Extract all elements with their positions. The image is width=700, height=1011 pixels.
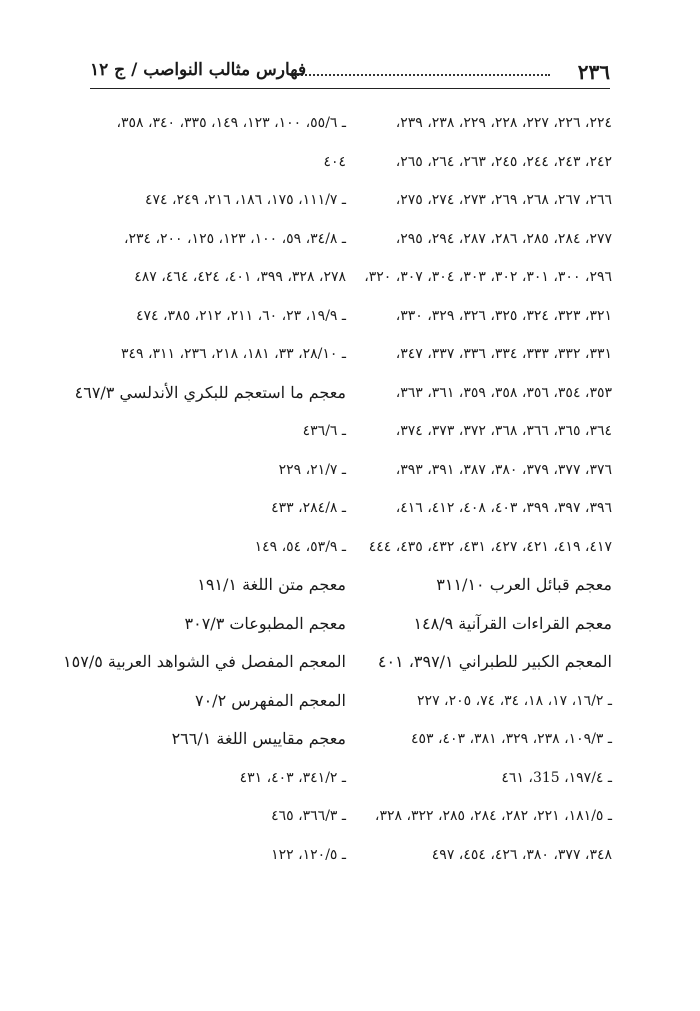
index-continuation-line: ـ ١١١/٧، ١٧٥، ١٨٦، ٢١٦، ٢٤٩، ٤٧٤ [144,192,346,208]
index-entry: المعجم الكبير للطبراني ٣٩٧/١، ٤٠١ [377,652,612,671]
index-entry: معجم ما استعجم للبكري الأندلسي ٤٦٧/٣ [74,382,346,402]
index-entry: المعجم المفصل في الشواهد العربية ١٥٧/٥ [63,652,346,671]
index-entry: معجم قبائل العرب ٣١١/١٠ [436,575,612,594]
index-continuation-line: ـ ١٢٠/٥، ١٢٢ [271,846,346,863]
index-continuation-line: ـ ١٨١/٥، ٢٢١، ٢٨٢، ٢٨٤، ٢٨٥، ٣٢٢، ٣٢٨، [374,808,612,824]
index-continuation-line: ـ ٥٥/٦، ١٠٠، ١٢٣، ١٤٩، ٣٣٥، ٣٤٠، ٣٥٨، [116,115,346,131]
index-continuation-line: ـ ١٠٩/٣، ٢٣٨، ٣٢٩، ٣٨١، ٤٠٣، ٤٥٣ [410,731,612,747]
index-continuation-line: ـ ٣٤/٨، ٥٩، ١٠٠، ١٢٣، ١٢٥، ٢٠٠، ٢٣٤، [123,230,346,247]
index-column-left [63,104,346,874]
running-title: فهارس مثالب النواصب / ج ١٢ [90,60,307,80]
index-continuation-line: ٢٧٧، ٢٨٤، ٢٨٥، ٢٨٦، ٢٨٧، ٢٩٤، ٢٩٥، [395,230,612,247]
index-continuation-line: ٣٢١، ٣٢٣، ٣٢٤، ٣٢٥، ٣٢٦، ٣٢٩، ٣٣٠، [395,307,612,324]
index-entry: معجم مقاييس اللغة ٢٦٦/١ [171,729,346,748]
index-entry: معجم المطبوعات ٣٠٧/٣ [184,613,346,633]
index-continuation-line: ـ ٢٨٤/٨، ٤٣٣ [271,500,346,516]
header-leader-dots [290,62,550,76]
index-continuation-line: ٢٩٦، ٣٠٠، ٣٠١، ٣٠٢، ٣٠٣، ٣٠٤، ٣٠٧، ٣٢٠، [364,269,612,285]
index-continuation-line: ـ ٤٣٦/٦ [302,423,346,439]
index-continuation-line: ـ ١٩٧/٤، 315، ٤٦١ [501,769,612,786]
index-continuation-line: ٤٠٤ [323,153,346,170]
index-continuation-line: ٢٤٢، ٢٤٣، ٢٤٤، ٢٤٥، ٢٦٣، ٢٦٤، ٢٦٥، [395,153,612,170]
index-continuation-line: ـ ٣٤١/٢، ٤٠٣، ٤٣١ [239,769,346,786]
index-continuation-line: ـ ٥٣/٩، ٥٤، ١٤٩ [254,538,346,555]
index-continuation-line: ٣٦٤، ٣٦٥، ٣٦٦، ٣٦٨، ٣٧٢، ٣٧٣، ٣٧٤، [395,423,612,439]
index-column-right [332,104,612,874]
index-continuation-line: ٢٧٨، ٣٢٨، ٣٩٩، ٤٠١، ٤٢٤، ٤٦٤، ٤٨٧ [134,269,346,285]
index-continuation-line: ـ ١٦/٢، ١٧، ١٨، ٣٤، ٧٤، ٢٠٥، ٢٢٧ [417,692,612,709]
index-entry: معجم متن اللغة ١٩١/١ [197,575,346,594]
index-continuation-line: ٢٦٦، ٢٦٧، ٢٦٨، ٢٦٩، ٢٧٣، ٢٧٤، ٢٧٥، [395,192,612,208]
page-number: ٢٣٦ [577,60,610,84]
index-continuation-line: ـ ٢١/٧، ٢٢٩ [278,461,346,478]
index-continuation-line: ٣٥٣، ٣٥٤، ٣٥٦، ٣٥٨، ٣٥٩، ٣٦١، ٣٦٣، [395,384,612,401]
index-continuation-line: ٣٩٦، ٣٩٧، ٣٩٩، ٤٠٣، ٤٠٨، ٤١٢، ٤١٦، [395,500,612,516]
index-continuation-line: ٤١٧، ٤١٩، ٤٢١، ٤٢٧، ٤٣١، ٤٣٢، ٤٣٥، ٤٤٤ [368,538,612,555]
index-continuation-line: ـ ٢٨/١٠، ٣٣، ١٨١، ٢١٨، ٢٣٦، ٣١١، ٣٤٩ [120,346,346,362]
index-continuation-line: ـ ١٩/٩، ٢٣، ٦٠، ٢١١، ٢١٢، ٣٨٥، ٤٧٤ [136,307,346,324]
index-entry: المعجم المفهرس ٧٠/٢ [194,690,346,710]
index-continuation-line: ـ ٣٦٦/٣، ٤٦٥ [271,808,346,824]
index-entry: معجم القراءات القرآنية ١٤٨/٩ [413,613,612,633]
index-continuation-line: ٣٧٦، ٣٧٧، ٣٧٩، ٣٨٠، ٣٨٧، ٣٩١، ٣٩٣، [395,461,612,478]
page-header [90,52,610,92]
index-continuation-line: ٣٤٨، ٣٧٧، ٣٨٠، ٤٢٦، ٤٥٤، ٤٩٧ [431,846,612,863]
index-continuation-line: ٢٢٤، ٢٢٦، ٢٢٧، ٢٢٨، ٢٢٩، ٢٣٨، ٢٣٩، [395,115,612,131]
header-rule [90,88,610,89]
index-continuation-line: ٣٣١، ٣٣٢، ٣٣٣، ٣٣٤، ٣٣٦، ٣٣٧، ٣٤٧، [395,346,612,362]
